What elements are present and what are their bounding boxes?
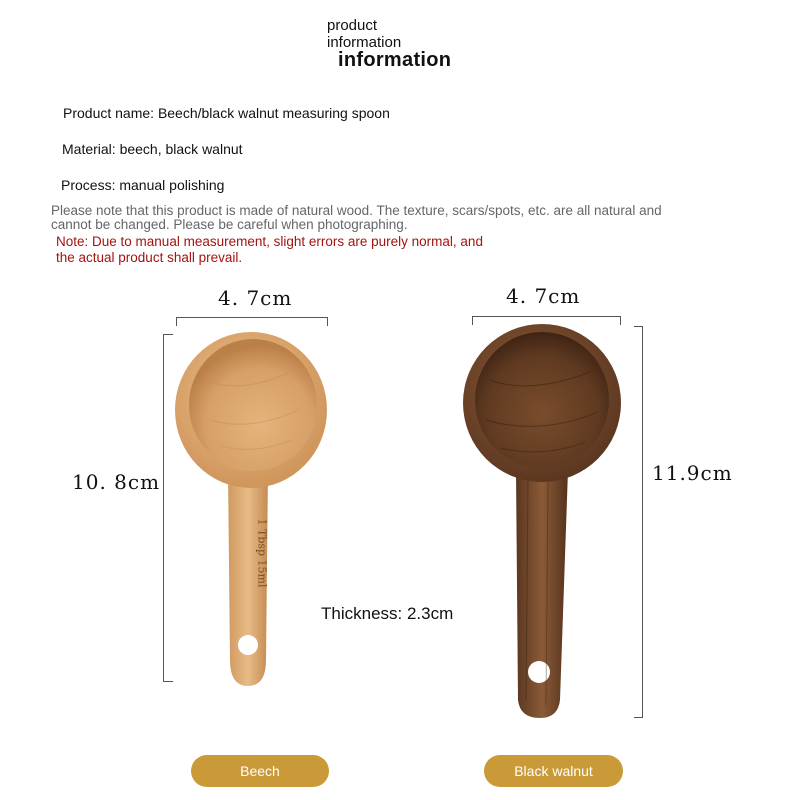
- beech-width-label: 4. 7cm: [218, 286, 293, 310]
- note-gray-line1: Please note that this product is made of natural wood. The texture, scars/spots, etc. are all natural and: [51, 203, 662, 218]
- thickness-label: Thickness: 2.3cm: [321, 604, 454, 623]
- spec-process: Process: manual polishing: [61, 177, 225, 193]
- spec-product-name: Product name: Beech/black walnut measuring spoon: [63, 105, 390, 121]
- beech-length-label: 10. 8cm: [72, 470, 161, 494]
- note-red-line1: Note: Due to manual measurement, slight errors are purely normal, and: [56, 234, 483, 249]
- note-red-line2: the actual product shall prevail.: [56, 250, 243, 265]
- header-title-line2: information: [327, 34, 402, 51]
- walnut-width-label: 4. 7cm: [506, 284, 581, 308]
- beech-engraving: 1 Tbsp 15ml: [255, 518, 269, 588]
- spec-material: Material: beech, black walnut: [62, 141, 243, 157]
- note-gray-line2: cannot be changed. Please be careful when photographing.: [51, 217, 408, 232]
- beech-button[interactable]: Beech: [191, 755, 329, 787]
- header-title-line1: product: [327, 17, 378, 34]
- beech-hang-hole: [238, 635, 258, 655]
- walnut-length-label: 11.9cm: [652, 461, 733, 485]
- header-title-bold: information: [338, 49, 452, 71]
- black-walnut-button[interactable]: Black walnut: [484, 755, 623, 787]
